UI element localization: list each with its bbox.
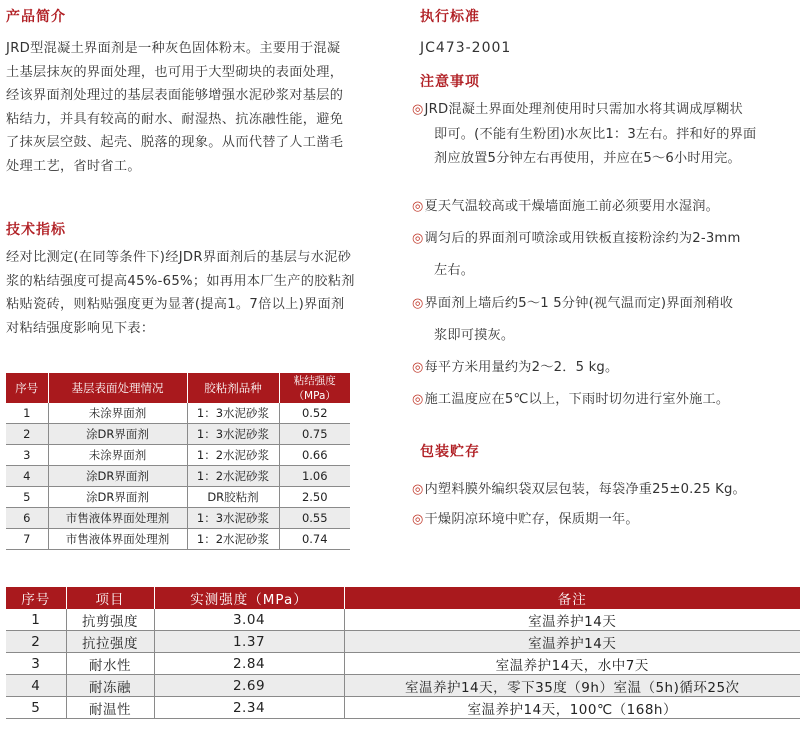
table-cell: 3 [6,445,48,466]
table-cell: 1：3水泥砂浆 [187,403,279,424]
circle-bullet-icon: ◎ [412,231,424,246]
note-text: 每平方米用量约为2～2．5 kg。 [424,360,619,375]
table-cell: 1.06 [279,466,350,487]
circle-bullet-icon: ◎ [412,102,424,117]
table-cell: 室温养护14天 [344,631,800,653]
circle-bullet-icon: ◎ [412,296,424,311]
note-text: 左右。 [434,262,475,278]
note-item [412,356,800,381]
tech-paragraph [6,246,406,340]
table-cell: 3.04 [154,609,344,631]
table-cell: 2 [6,631,66,653]
packaging-item [412,508,800,533]
note-item [412,195,800,220]
note-item [412,98,800,172]
note-text: 即可。(不能有生粉团)水灰比1：3左右。拌和好的界面 [434,126,757,142]
table-cell: 2.34 [154,697,344,719]
table-cell: 未涂界面剂 [48,445,187,466]
column-header: 胶粘剂品种 [187,373,279,403]
column-header: 序号 [6,373,48,403]
table-cell: 1：2水泥砂浆 [187,466,279,487]
column-header: 实测强度（MPa） [154,587,344,609]
performance-table [6,587,800,719]
table-cell: 0.52 [279,403,350,424]
table-cell: 1 [6,609,66,631]
intro-line: JRD型混凝土界面剂是一种灰色固体粉末。主要用于混凝 [6,41,341,56]
table-cell: 室温养护14天，零下35度（9h）室温（5h)循环25次 [344,675,800,697]
table-cell: 3 [6,653,66,675]
circle-bullet-icon: ◎ [412,482,424,497]
table-cell: 耐冻融 [66,675,154,697]
table-cell: DR胶粘剂 [187,487,279,508]
intro-line: 经该界面剂处理过的基层表面能够增强水泥砂浆对基层的 [6,88,344,103]
table-row [6,466,350,487]
table-row [6,609,800,631]
table-cell: 抗剪强度 [66,609,154,631]
table-cell: 2.50 [279,487,350,508]
note-text: 浆即可摸灰。 [434,327,515,343]
notes-heading: 注意事项 [420,74,480,90]
intro-line: 了抹灰层空鼓、起壳、脱落的现象。从而代替了人工凿毛 [6,135,344,150]
note-item [412,227,800,283]
table-cell: 耐温性 [66,697,154,719]
circle-bullet-icon: ◎ [412,360,424,375]
table-cell: 0.75 [279,424,350,445]
table-row [6,529,350,550]
table-cell: 0.55 [279,508,350,529]
table-row [6,487,350,508]
note-text: 夏天气温较高或干燥墙面施工前必须要用水湿润。 [424,199,720,214]
circle-bullet-icon: ◎ [412,512,424,527]
packaging-text: 干燥阴凉环境中贮存，保质期一年。 [424,512,639,527]
bond-strength-table [6,373,350,550]
tech-line: 对粘结强度影响见下表： [6,320,155,336]
table-cell: 2 [6,424,48,445]
standard-heading: 执行标准 [420,9,480,25]
table-cell: 1：2水泥砂浆 [187,445,279,466]
intro-line: 粘结力，并具有较高的耐水、耐湿热、抗冻融性能，避免 [6,111,344,127]
table-cell: 0.74 [279,529,350,550]
table-cell: 1.37 [154,631,344,653]
table-cell: 4 [6,675,66,697]
table-cell: 1 [6,403,48,424]
table-cell: 4 [6,466,48,487]
table-cell: 2.84 [154,653,344,675]
column-header: 粘结强度（MPa） [279,373,350,403]
table-cell: 7 [6,529,48,550]
circle-bullet-icon: ◎ [412,392,424,407]
table-cell: 0.66 [279,445,350,466]
table-cell: 室温养护14天，水中7天 [344,653,800,675]
column-header: 序号 [6,587,66,609]
note-item [412,292,800,348]
table-row [6,403,350,424]
table-cell: 耐水性 [66,653,154,675]
tech-line: 浆的粘结强度可提高45%-65%；如再用本厂生产的胶粘剂 [6,273,355,289]
packaging-text: 内塑料膜外编织袋双层包装，每袋净重25±0.25 Kg。 [424,482,746,497]
note-text: JRD混凝土界面处理剂使用时只需加水将其调成厚糊状 [424,102,743,117]
table-row [6,508,350,529]
note-text: 界面剂上墙后约5～1 5分钟(视气温而定)界面剂稍收 [424,296,734,311]
note-text: 调匀后的界面剂可喷涂或用铁板直接粉涂约为2-3mm [424,231,741,246]
tech-line: 粘贴瓷砖，则粘贴强度更为显著(提高1。7倍以上)界面剂 [6,297,345,312]
tech-heading: 技术指标 [6,222,66,238]
column-header: 项目 [66,587,154,609]
column-header: 备注 [344,587,800,609]
note-text: 剂应放置5分钟左右再使用，并应在5～6小时用完。 [434,151,741,166]
table-row [6,653,800,675]
table-row [6,697,800,719]
tech-line: 经对比测定(在同等条件下)经JDR界面剂后的基层与水泥砂 [6,250,352,265]
table-cell: 涂DR界面剂 [48,487,187,508]
table-cell: 涂DR界面剂 [48,466,187,487]
intro-line: 处理工艺，省时省工。 [6,158,141,174]
table-cell: 1：3水泥砂浆 [187,508,279,529]
table-cell: 室温养护14天 [344,609,800,631]
table-cell: 2.69 [154,675,344,697]
note-text: 施工温度应在5℃以上，下雨时切勿进行室外施工。 [424,392,730,407]
table-cell: 未涂界面剂 [48,403,187,424]
table-cell: 室温养护14天，100℃（168h） [344,697,800,719]
column-header: 基层表面处理情况 [48,373,187,403]
intro-line: 土基层抹灰的界面处理，也可用于大型砌块的表面处理， [6,64,344,80]
intro-heading: 产品简介 [6,9,66,25]
packaging-heading: 包装贮存 [420,444,480,460]
note-item [412,388,800,413]
table-cell: 抗拉强度 [66,631,154,653]
table-cell: 市售液体界面处理剂 [48,529,187,550]
table-cell: 涂DR界面剂 [48,424,187,445]
intro-paragraph [6,37,406,178]
table-cell: 市售液体界面处理剂 [48,508,187,529]
table-cell: 6 [6,508,48,529]
table-cell: 1：2水泥砂浆 [187,529,279,550]
packaging-item [412,478,800,503]
table-row [6,631,800,653]
table-cell: 1：3水泥砂浆 [187,424,279,445]
table-row [6,424,350,445]
table-cell: 5 [6,487,48,508]
table-header-row [6,373,350,403]
table-row [6,675,800,697]
table-row [6,445,350,466]
circle-bullet-icon: ◎ [412,199,424,214]
table-header-row [6,587,800,609]
standard-value: JC473-2001 [420,40,512,56]
table-cell: 5 [6,697,66,719]
